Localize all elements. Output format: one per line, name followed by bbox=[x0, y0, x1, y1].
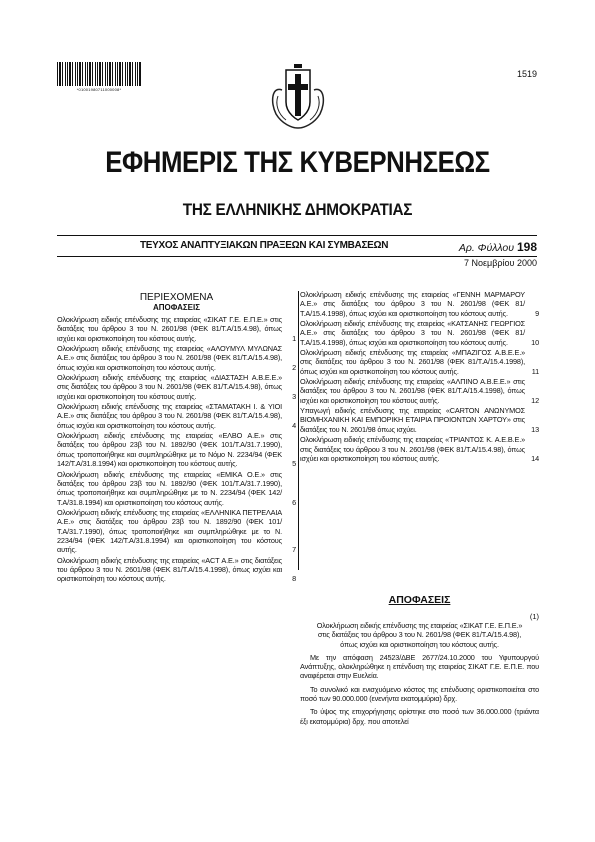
contents-entry bbox=[57, 556, 296, 584]
contents-entry-page: 4 bbox=[292, 420, 296, 430]
decision-paragraph-2: Το συνολικό και ενισχυόμενο κόστος της επένδυσης οριστικοποιείται στο ποσό των 90.000.000 (ενενήντα εκατομμύρια) δρχ. bbox=[300, 684, 539, 704]
decisions-section bbox=[300, 594, 539, 730]
series-label: ΤΕΥΧΟΣ ΑΝΑΠΤΥΞΙΑΚΩΝ ΠΡΑΞΕΩΝ ΚΑΙ ΣΥΜΒΑΣΕΩΝ bbox=[140, 240, 389, 251]
contents-entry-page: 3 bbox=[292, 391, 296, 401]
decision-number: (1) bbox=[529, 612, 539, 621]
contents-entry-page: 10 bbox=[531, 337, 539, 347]
contents-entry-text: Ολοκλήρωση ειδικής επένδυσης της εταιρείας «ΚΑΤΣΑΝΗΣ ΓΕΩΡΓΙΟΣ Α.Ε.» στις διατάξεις του άρθρου 3 του Ν. 2601/98 (ΦΕΚ 81/Τ.Α/15.4.1998), όπως ισχύει και οριστικοποίηση του κόστους αυτής. bbox=[300, 319, 525, 347]
contents-right-list bbox=[300, 290, 539, 463]
contents-entry-page: 5 bbox=[292, 459, 296, 469]
contents-heading: ΠΕΡΙΕΧΟΜΕΝΑ bbox=[139, 292, 214, 303]
page-number: 1519 bbox=[517, 69, 538, 79]
contents-entry bbox=[57, 315, 296, 343]
contents-entry-text: Ολοκλήρωση ειδικής επένδυσης της εταιρείας «ΜΠΑΖΙΓΟΣ Α.Β.Ε.Ε.» στις διατάξεις του άρθρου 3 του Ν. 2601/98 (ΦΕΚ 81/Τ.Α/15.4.1998), όπως ισχύει και οριστικοποίηση του κόστους αυτής. bbox=[300, 348, 525, 376]
contents-entry bbox=[57, 373, 296, 401]
contents-entry-page: 14 bbox=[531, 453, 539, 463]
contents-entry-text: Ολοκλήρωση ειδικής επένδυσης της εταιρείας «ΣΤΑΜΑΤΑΚΗ Ι. & ΥΙΟΙ Α.Ε.» στις διατάξεις του άρθρου 3 του Ν. 2601/98 (ΦΕΚ 81/Τ.Α/15.4.98), όπως ισχύει και οριστικοποίηση του κόστους αυτής. bbox=[57, 402, 282, 430]
header-rule-top bbox=[57, 235, 537, 236]
contents-entry-text: Ολοκλήρωση ειδικής επένδυσης της εταιρείας «ΕΛΛΗΝΙΚΑ ΠΕΤΡΕΛΑΙΑ Α.Ε.» στις διατάξεις του άρθρου 23β του Ν. 1892/90 (ΦΕΚ 101/Τ.Α/31.7.1990), όπως τροποποιήθηκε και συμπληρώθηκε με το Ν. 2234/94 (ΦΕΚ 142/Τ.Α/31.8.1994) και οριστικοποίηση του κόστους αυτής. bbox=[57, 507, 282, 555]
contents-entry-page: 9 bbox=[535, 308, 539, 318]
issue-date: 7 Νοεμβρίου 2000 bbox=[464, 258, 537, 268]
column-divider bbox=[298, 291, 299, 570]
barcode-number: *01001980711000008* bbox=[76, 87, 122, 92]
coat-of-arms-icon bbox=[268, 62, 328, 130]
contents-entry bbox=[300, 406, 539, 434]
contents-entry bbox=[57, 402, 296, 430]
decision-paragraph-1: Με την απόφαση 24523/ΔΒΕ 2677/24.10.2000 του Υφυπουργού Ανάπτυξης, ολοκληρώθηκε η επένδυση της εταιρείας ΣΙΚΑΤ Γ.Ε. Ε.Π.Ε. που αναφέρεται στην Ευελεία. bbox=[300, 652, 539, 681]
contents-entry-text: Ολοκλήρωση ειδικής επένδυσης της εταιρείας «ΕΛΒΟ Α.Ε.» στις διατάξεις του άρθρου 23β του Ν. 1892/90 (ΦΕΚ 101/Τ.Α/31.7.1990), όπως τροποποιήθηκε και συμπληρώθηκε με το Νόμο Ν. 2234/94 (ΦΕΚ 142/Τ.Α/31.8.1994) και οριστικοποίηση του κόστους αυτής. bbox=[57, 431, 282, 469]
contents-entry-text: Υπαγωγή ειδικής επένδυσης της εταιρείας «CARTON ΑΝΩΝΥΜΟΣ ΒΙΟΜΗΧΑΝΙΚΗ ΚΑΙ ΕΜΠΟΡΙΚΗ ΕΤΑΙΡΙΑ ΠΡΟΙΟΝΤΩΝ ΧΑΡΤΟΥ» στις διατάξεις του Ν. 2601/98 όπως ισχύει. bbox=[300, 406, 525, 434]
decisions-heading: ΑΠΟΦΑΣΕΙΣ bbox=[388, 594, 451, 606]
barcode bbox=[57, 62, 141, 92]
contents-entry bbox=[57, 508, 296, 555]
contents-entry-text: Ολοκλήρωση ειδικής επένδυσης της εταιρείας «ΔΙΑΣΤΑΣΗ Α.Β.Ε.Ε.» στις διατάξεις του άρθρου 3 του Ν. 2601/98 (ΦΕΚ 81/Τ.Α/15.4.98), όπως ισχύει και οριστικοποίηση του κόστους αυτής. bbox=[57, 373, 282, 401]
contents-entry-page: 8 bbox=[292, 574, 296, 584]
contents-entry bbox=[300, 435, 539, 463]
contents-entry bbox=[300, 377, 539, 405]
contents-entry-page: 11 bbox=[531, 366, 539, 376]
barcode-bars bbox=[57, 62, 141, 86]
contents-entry-text: Ολοκλήρωση ειδικής επένδυσης της εταιρείας «ΑCT Α.Ε.» στις διατάξεις του άρθρου 3 του Ν. 2601/98 (ΦΕΚ 81/Τ.Α/15.4.1998), όπως ισχύει και οριστικοποίηση του κόστους αυτής. bbox=[57, 555, 282, 584]
contents-entry bbox=[300, 290, 539, 318]
contents-entry-text: Ολοκλήρωση ειδικής επένδυσης της εταιρείας «ΑΛΟΥΜΥΛ ΜΥΛΩΝΑΣ Α.Ε.» στις διατάξεις του άρθρου 3 του Ν. 2601/98 (ΦΕΚ 81/Τ.Α/15.4.98), όπως ισχύει και οριστικοποίηση του κόστους αυτής. bbox=[57, 344, 282, 372]
contents-subheading: ΑΠΟΦΑΣΕΙΣ bbox=[152, 303, 201, 312]
issue-value: 198 bbox=[516, 240, 537, 254]
contents-entry-text: Ολοκλήρωση ειδικής επένδυσης της εταιρείας «ΑΛΠΙΝΟ Α.Β.Ε.Ε.» στις διατάξεις του άρθρου 3 του Ν. 2601/98 (ΦΕΚ 81/Τ.Α/15.4.1998), όπως ισχύει και οριστικοποίηση του κόστους αυτής. bbox=[300, 377, 525, 405]
contents-entry bbox=[57, 431, 296, 468]
contents-entry-page: 1 bbox=[292, 333, 296, 343]
contents-entry-text: Ολοκλήρωση ειδικής επένδυσης της εταιρείας «ΕΜΙΚΑ Ο.Ε.» στις διατάξεις του άρθρου 23β του Ν. 1892/90 (ΦΕΚ 101/Τ.Α/31.7.1990), όπως τροποποιήθηκε και συμπληρώθηκε με το Ν. 2234/94 (ΦΕΚ 142/Τ.Α/31.8.1994) και οριστικοποίηση του κόστους αυτής. bbox=[57, 469, 282, 507]
issue-number bbox=[459, 240, 537, 254]
contents-entry-page: 6 bbox=[292, 497, 296, 507]
contents-entry-text: Ολοκλήρωση ειδικής επένδυσης της εταιρείας «ΓΕΝΝΗ ΜΑΡΜΑΡΟΥ Α.Ε.» στις διατάξεις του άρθρου 3 του Ν. 2601/98 (ΦΕΚ 81/Τ.Α/15.4.1998), όπως ισχύει και οριστικοποίηση του κόστους αυτής. bbox=[300, 290, 525, 318]
issue-label: Αρ. Φύλλου bbox=[458, 242, 515, 254]
contents-entry bbox=[57, 344, 296, 372]
contents-entry-page: 7 bbox=[292, 545, 296, 555]
gazette-subtitle: ΤΗΣ ΕΛΛΗΝΙΚΗΣ ΔΗΜΟΚΡΑΤΙΑΣ bbox=[182, 200, 413, 219]
contents-entry-text: Ολοκλήρωση ειδικής επένδυσης της εταιρείας «ΣΙΚΑΤ Γ.Ε. Ε.Π.Ε.» στις διατάξεις του άρθρου 3 του Ν. 2601/98 (ΦΕΚ 81/Τ.Α/15.4.98), όπως ισχύει και οριστικοποίηση του κόστους αυτής. bbox=[57, 315, 282, 343]
contents-entry-page: 2 bbox=[292, 362, 296, 372]
contents-left-column bbox=[57, 292, 296, 585]
contents-entry-page: 12 bbox=[531, 395, 539, 405]
contents-entry bbox=[57, 470, 296, 507]
contents-entry-page: 13 bbox=[531, 424, 539, 434]
header-rule-bottom bbox=[57, 256, 537, 257]
contents-left-list bbox=[57, 315, 296, 584]
contents-right-column bbox=[300, 290, 539, 464]
contents-entry bbox=[300, 348, 539, 376]
gazette-title: ΕΦΗΜΕΡΙΣ ΤΗΣ ΚΥΒΕΡΝΗΣΕΩΣ bbox=[105, 146, 490, 179]
decision-paragraph-3: Το ύψος της επιχορήγησης ορίστηκε στο ποσό των 36.000.000 (τριάντα έξι εκατομμύρια) δρχ. που αποτελεί bbox=[300, 707, 539, 726]
contents-entry bbox=[300, 319, 539, 347]
contents-entry-text: Ολοκλήρωση ειδικής επένδυσης της εταιρείας «ΤΡΙΑΝΤΟΣ Κ. Α.Ε.Β.Ε.» στις διατάξεις του άρθρου 3 του Ν. 2601/98 (ΦΕΚ 81/Τ.Α/15.4.98), όπως ισχύει και οριστικοποίηση του κόστους αυτής. bbox=[300, 435, 525, 463]
decision-title: Ολοκλήρωση ειδικής επένδυσης της εταιρείας «ΣΙΚΑΤ Γ.Ε. Ε.Π.Ε.» στις διατάξεις του άρθρου 3 του Ν. 2601/98 (ΦΕΚ 81/Τ.Α/15.4.98), όπως ισχύει και οριστικοποίηση του κόστους αυτής. bbox=[316, 621, 523, 649]
